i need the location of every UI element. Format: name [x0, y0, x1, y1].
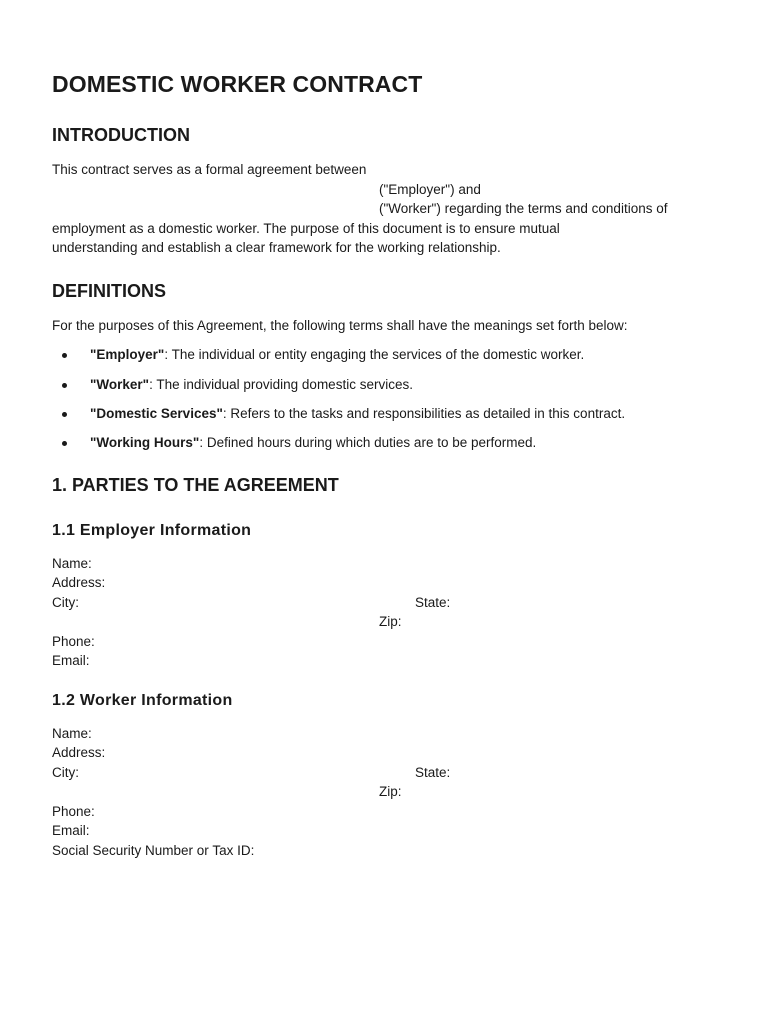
intro-line-1: This contract serves as a formal agreement between — [52, 162, 367, 177]
worker-state-label: State: — [415, 765, 451, 780]
employer-email-label: Email: — [52, 653, 90, 668]
worker-info-heading: 1.2 Worker Information — [52, 692, 233, 709]
employer-name-label: Name: — [52, 556, 92, 571]
definition-item — [90, 345, 584, 365]
worker-address-label: Address: — [52, 745, 106, 760]
definition-item — [90, 433, 536, 453]
intro-line-5: understanding and establish a clear framework for the working relationship. — [52, 240, 501, 255]
definition-text: : The individual or entity engaging the services of the domestic worker. — [164, 347, 585, 362]
definitions-intro: For the purposes of this Agreement, the following terms shall have the meanings set forth below: — [52, 318, 628, 333]
bullet-icon — [62, 441, 67, 446]
document-title: DOMESTIC WORKER CONTRACT — [52, 71, 423, 97]
employer-info-heading: 1.1 Employer Information — [52, 522, 252, 539]
definition-term: "Employer" — [90, 347, 165, 362]
worker-email-label: Email: — [52, 823, 90, 838]
parties-heading: 1. PARTIES TO THE AGREEMENT — [52, 475, 339, 495]
definition-item — [90, 375, 413, 395]
definition-text: : Defined hours during which duties are to be performed. — [199, 435, 537, 450]
employer-zip-label: Zip: — [379, 614, 402, 629]
employer-state-label: State: — [415, 595, 451, 610]
worker-name-label: Name: — [52, 726, 92, 741]
introduction-heading: INTRODUCTION — [52, 125, 190, 145]
definitions-heading: DEFINITIONS — [52, 281, 167, 301]
definition-term: "Worker" — [90, 377, 150, 392]
bullet-icon — [62, 353, 67, 358]
definition-text: : Refers to the tasks and responsibilities as detailed in this contract. — [222, 406, 626, 421]
bullet-icon — [62, 383, 67, 388]
worker-zip-label: Zip: — [379, 784, 402, 799]
bullet-icon — [62, 412, 67, 417]
intro-line-2: ("Employer") and — [379, 182, 481, 197]
employer-phone-label: Phone: — [52, 634, 95, 649]
intro-line-3: ("Worker") regarding the terms and conditions of — [379, 201, 668, 216]
worker-ssn-label: Social Security Number or Tax ID: — [52, 843, 255, 858]
intro-line-4: employment as a domestic worker. The purpose of this document is to ensure mutual — [52, 221, 560, 236]
definition-text: : The individual providing domestic services. — [149, 377, 413, 392]
definition-term: "Working Hours" — [90, 435, 200, 450]
worker-city-label: City: — [52, 765, 79, 780]
worker-phone-label: Phone: — [52, 804, 95, 819]
employer-city-label: City: — [52, 595, 79, 610]
definition-item — [90, 404, 625, 424]
employer-address-label: Address: — [52, 575, 106, 590]
definition-term: "Domestic Services" — [90, 406, 223, 421]
